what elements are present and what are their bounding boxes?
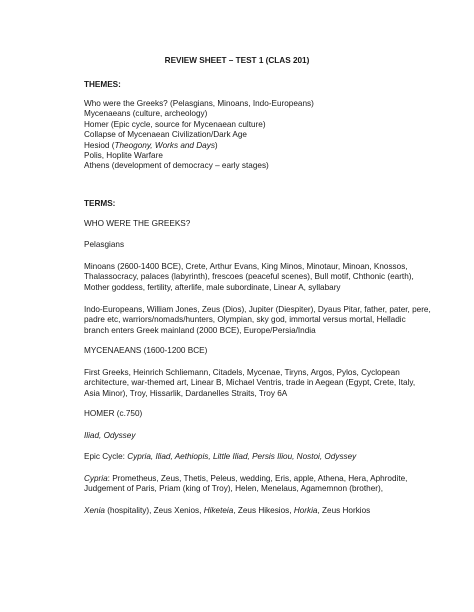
themes-heading: THEMES: bbox=[84, 80, 121, 89]
xenia-term: Xenia bbox=[84, 506, 105, 515]
myc-line: First Greeks, Heinrich Schliemann, Citadels, Mycenae, Tiryns, Argos, Pylos, Cyclopean bbox=[84, 368, 400, 377]
indo-europeans-paragraph bbox=[84, 305, 431, 336]
epic-cycle-label: Epic Cycle: bbox=[84, 452, 128, 461]
iliad-odyssey-text: Iliad, Odyssey bbox=[84, 431, 136, 440]
hiketeia-term: Hiketeia bbox=[203, 506, 234, 515]
page-title: REVIEW SHEET – TEST 1 (CLAS 201) bbox=[164, 56, 310, 65]
xenia-text-b: , Zeus Hikesios, bbox=[233, 506, 294, 515]
iliad-odyssey bbox=[84, 431, 414, 441]
mycenaeans-paragraph bbox=[84, 368, 414, 399]
xenia-text-a: (hospitality), Zeus Xenios, bbox=[104, 506, 204, 515]
indo-line: padre etc, warriors/nomads/hunters, Olympian, sky god, immortal versus mortal, Helladic bbox=[84, 315, 406, 325]
hesiod-works: Theogony, Works and Days bbox=[114, 140, 215, 150]
xenia-text-c: , Zeus Horkios bbox=[317, 506, 371, 515]
homer-heading: HOMER (c.750) bbox=[84, 409, 143, 418]
minoans-line: Minoans (2600-1400 BCE), Crete, Arthur Evans, King Minos, Minotaur, Minoan, Knossos, bbox=[84, 262, 408, 271]
minoans-paragraph bbox=[84, 262, 414, 293]
cypria-line2: Judgement of Paris, Priam (king of Troy), Helen, Menelaus, Agamemnon (brother), bbox=[84, 484, 383, 494]
theme-line: Athens (development of democracy – early stages) bbox=[84, 161, 269, 171]
indo-line: branch enters Greek mainland (2000 BCE), Europe/Persia/India bbox=[84, 325, 316, 335]
pelasgians-term: Pelasgians bbox=[84, 240, 125, 249]
minoans-line: Mother goddess, fertility, afterlife, male subordinate, Linear A, syllabary bbox=[84, 282, 341, 292]
hesiod-close: ) bbox=[214, 140, 218, 150]
xenia-line bbox=[84, 506, 414, 516]
theme-line: Homer (Epic cycle, source for Mycenaean culture) bbox=[84, 119, 266, 129]
theme-line: Who were the Greeks? (Pelasgians, Minoans, Indo-Europeans) bbox=[84, 99, 314, 108]
hesiod-text: Hesiod ( bbox=[84, 140, 115, 150]
themes-list bbox=[84, 99, 414, 172]
cypria-text: : Prometheus, Zeus, Thetis, Peleus, wedding, Eris, apple, Athena, Hera, Aphrodite, bbox=[107, 474, 408, 483]
cypria-title: Cypria bbox=[84, 474, 108, 483]
epic-cycle-line bbox=[84, 452, 414, 462]
cypria-paragraph bbox=[84, 474, 414, 495]
myc-line: architecture, war-themed art, Linear B, Michael Ventris, trade in Aegean (Egypt, Crete, Italy, bbox=[84, 378, 416, 388]
theme-line: Mycenaeans (culture, archeology) bbox=[84, 109, 208, 119]
myc-line: Asia Minor), Troy, Hissarlik, Dardanelles Straits, Troy 6A bbox=[84, 388, 288, 398]
who-heading: WHO WERE THE GREEKS? bbox=[84, 219, 191, 228]
terms-heading: TERMS: bbox=[84, 199, 116, 208]
theme-line: Polis, Hoplite Warfare bbox=[84, 151, 163, 161]
epic-cycle-works: Cypria, Iliad, Aethiopis, Little Iliad, Persis Iliou, Nostoi, Odyssey bbox=[127, 452, 357, 461]
minoans-line: Thalassocracy, palaces (labyrinth), frescoes (peaceful scenes), Bull motif, Chthonic (earth), bbox=[84, 272, 414, 282]
horkia-term: Horkia bbox=[293, 506, 318, 515]
mycenaeans-heading: MYCENAEANS (1600-1200 BCE) bbox=[84, 346, 208, 355]
indo-line: Indo-Europeans, William Jones, Zeus (Dios), Jupiter (Diespiter), Dyaus Pitar, father, pater, pere, bbox=[84, 305, 431, 314]
theme-line: Collapse of Mycenaean Civilization/Dark Age bbox=[84, 130, 247, 140]
theme-line-hesiod bbox=[84, 141, 414, 151]
